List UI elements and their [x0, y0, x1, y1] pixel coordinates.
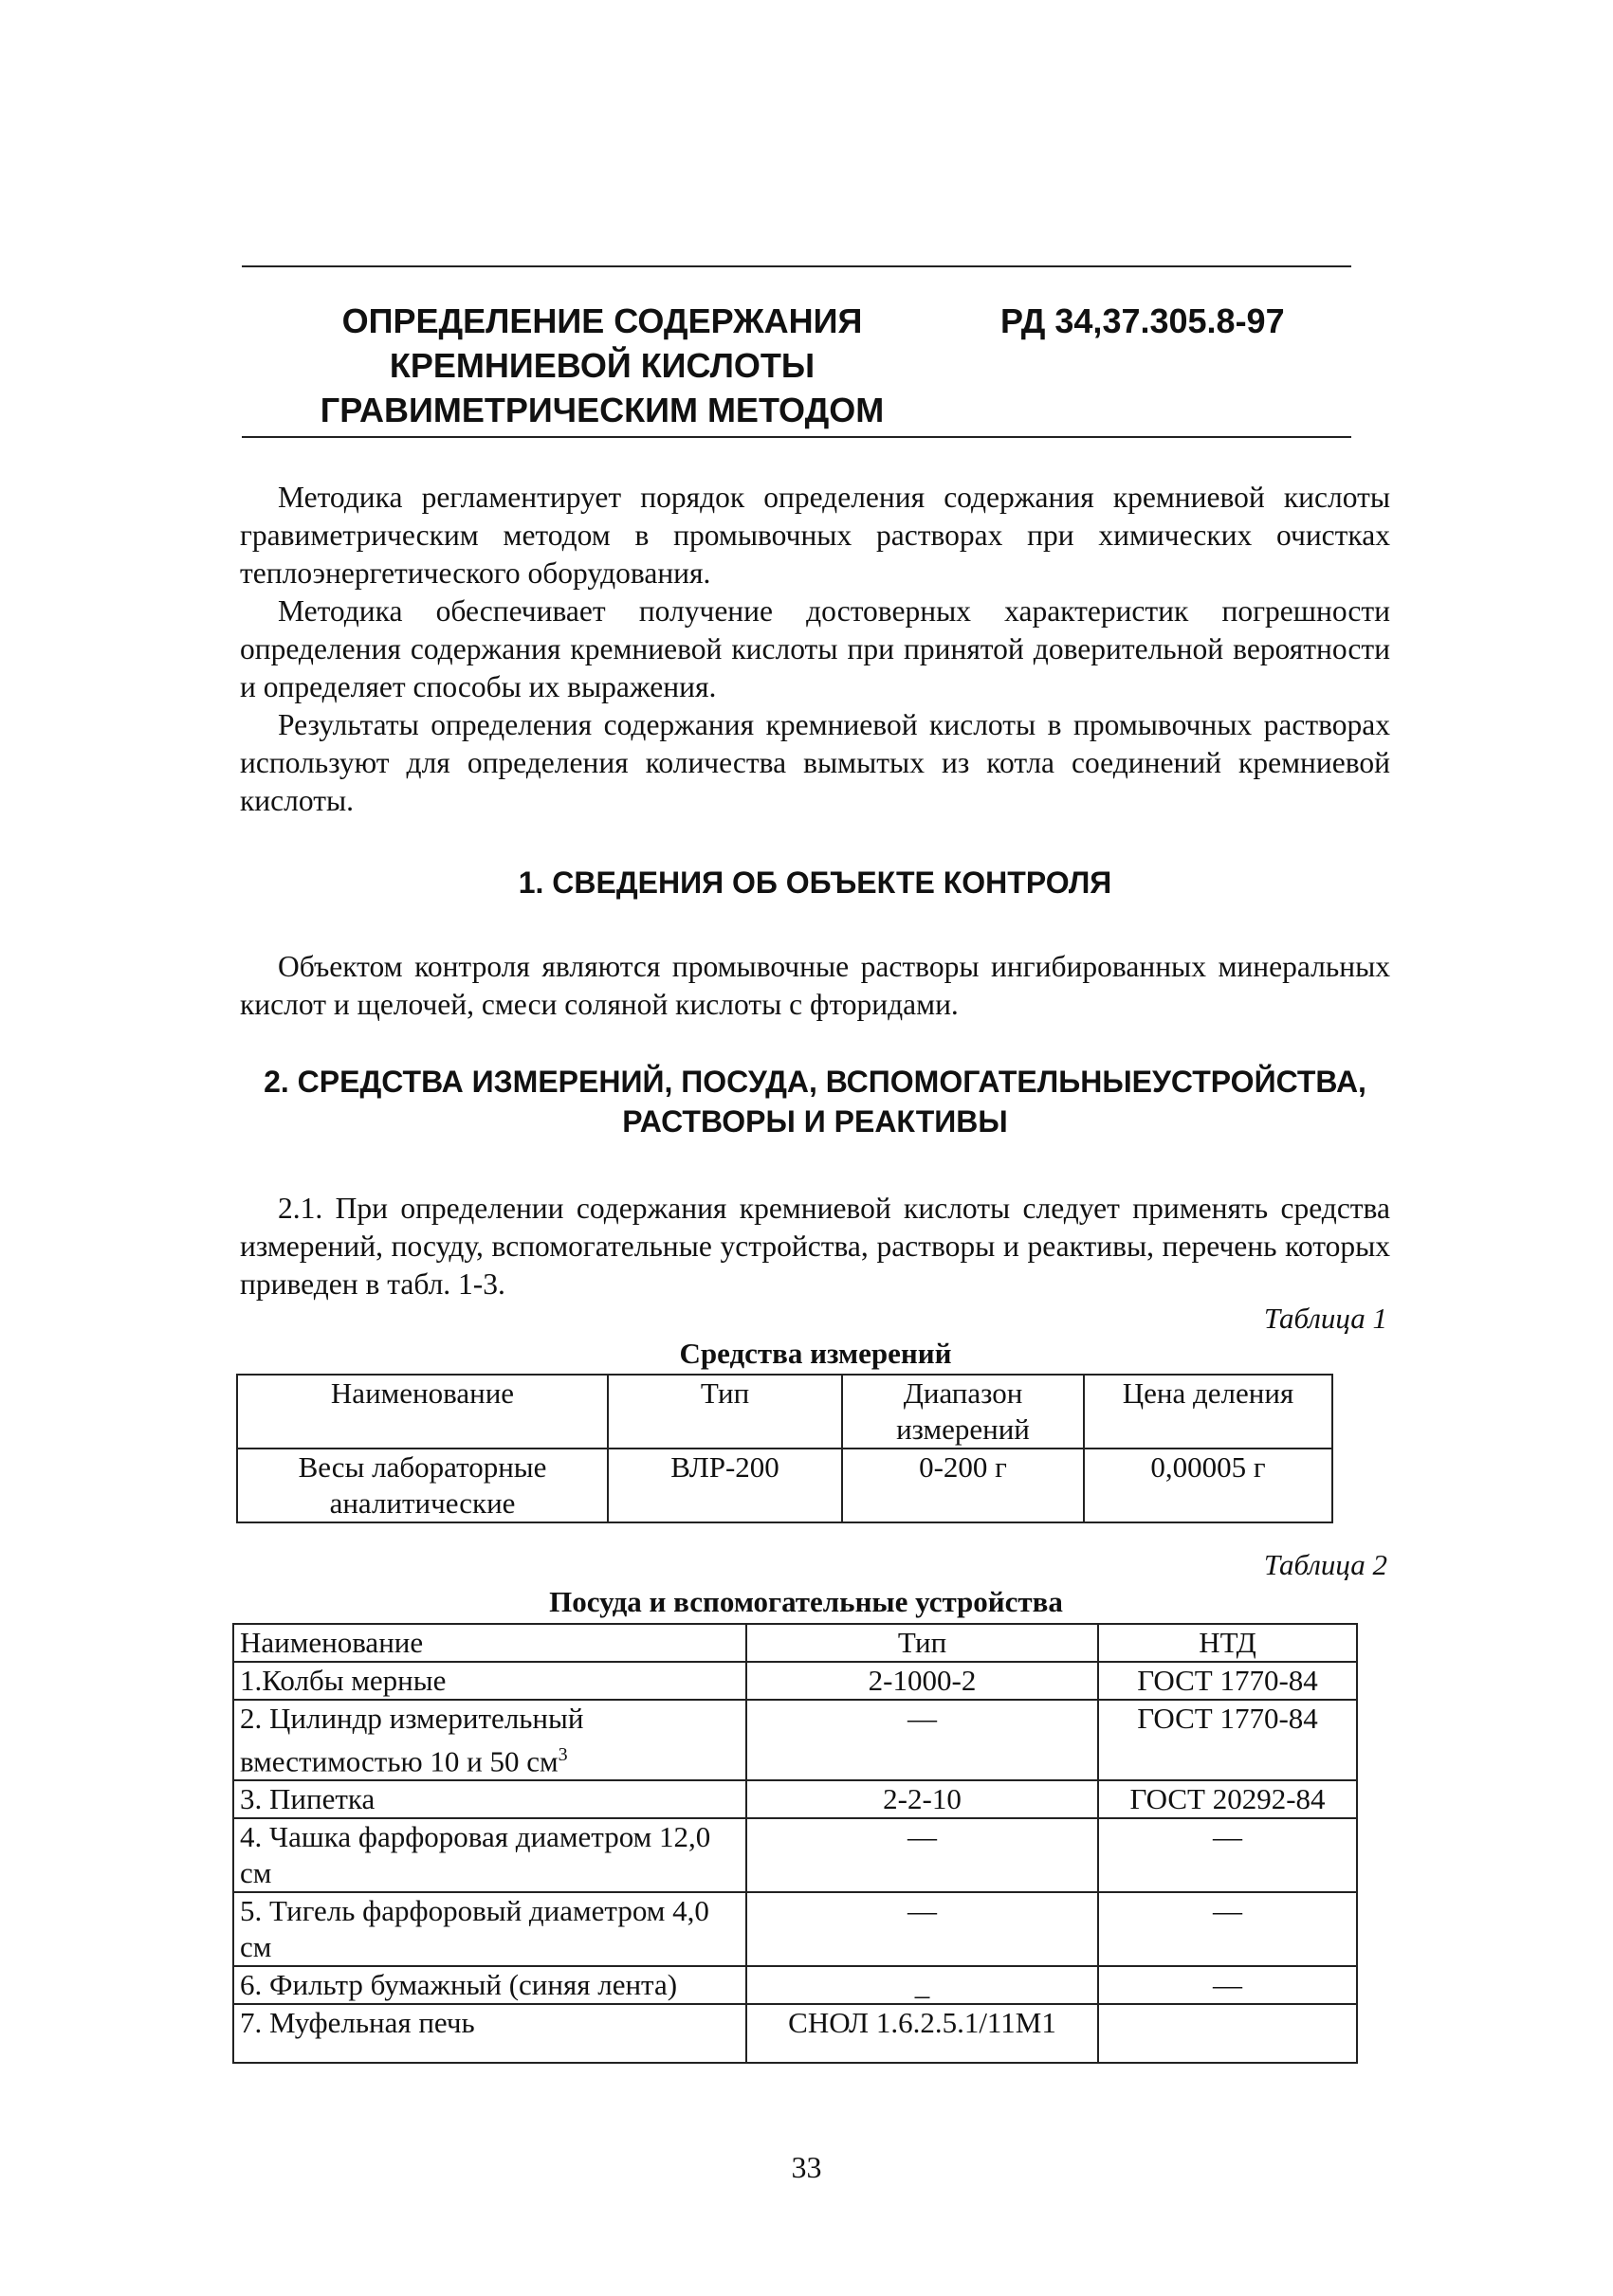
table-cell: — — [746, 1700, 1098, 1780]
table-cell: 2-2-10 — [746, 1780, 1098, 1818]
table-cell: 5. Тигель фарфоровый диаметром 4,0 см — [233, 1892, 746, 1966]
table-2-caption: Таблица 2 — [1263, 1548, 1387, 1581]
table-cell-text: 2. Цилиндр измерительный вместимостью 10 и 50 см — [240, 1702, 584, 1778]
intro-text — [240, 479, 1390, 820]
section-1-paragraph: Объектом контроля являются промывочные растворы ингибированных минеральных кислот и щелочей, смеси соляной кислоты с фторидами. — [240, 950, 1390, 1021]
table-header-row — [237, 1375, 1332, 1449]
table-cell: 0,00005 г — [1084, 1449, 1332, 1522]
table-row — [233, 2004, 1357, 2063]
superscript-mark: 3 — [558, 1744, 568, 1765]
table-header-cell: Диапазон измерений — [842, 1375, 1084, 1449]
section-1-text — [240, 948, 1390, 1024]
table-header-cell: НТД — [1098, 1624, 1357, 1662]
table-cell: — — [1098, 1892, 1357, 1966]
table-row — [233, 1966, 1357, 2004]
table-2-name: Посуда и вспомогательные устройства — [549, 1585, 1063, 1618]
table-row — [233, 1700, 1357, 1780]
table-header-cell: Наименование — [233, 1624, 746, 1662]
table-1 — [236, 1374, 1333, 1523]
table-cell: 1.Колбы мерные — [233, 1662, 746, 1700]
table-cell: — — [746, 1892, 1098, 1966]
table-row — [233, 1662, 1357, 1700]
table-2 — [232, 1623, 1358, 2064]
table-cell: — — [1098, 1818, 1357, 1892]
section-2-text — [240, 1190, 1390, 1303]
table-cell: ГОСТ 20292-84 — [1098, 1780, 1357, 1818]
table-cell: 4. Чашка фарфоровая диаметром 12,0 см — [233, 1818, 746, 1892]
table-header-cell: Тип — [608, 1375, 842, 1449]
page-number: 33 — [791, 2150, 822, 2184]
section-2-paragraph: 2.1. При определении содержания кремниевой кислоты следует применять средства измерений, посуду, вспомогательные устройства, растворы и реактивы, перечень которых приведен в табл. 1-3. — [240, 1192, 1390, 1301]
table-header-cell: Цена деления — [1084, 1375, 1332, 1449]
table-cell: 6. Фильтр бумажный (синяя лента) — [233, 1966, 746, 2004]
title-line-3: ГРАВИМЕТРИЧЕСКИМ МЕТОДОМ — [320, 391, 885, 429]
section-1-heading: 1. СВЕДЕНИЯ ОБ ОБЪЕКТЕ КОНТРОЛЯ — [518, 866, 1112, 900]
table-cell: ВЛР-200 — [608, 1449, 842, 1522]
table-cell: 0-200 г — [842, 1449, 1084, 1522]
table-cell — [1098, 2004, 1357, 2063]
table-row — [233, 1818, 1357, 1892]
table-row — [237, 1449, 1332, 1522]
title-line-2: КРЕМНИЕВОЙ КИСЛОТЫ — [389, 346, 816, 385]
title-line-1: ОПРЕДЕЛЕНИЕ СОДЕРЖАНИЯ — [341, 301, 863, 340]
section-2-heading — [240, 1062, 1390, 1141]
intro-paragraph: Методика регламентирует порядок определения содержания кремниевой кислоты гравиметрическим методом в промывочных растворах при химических очистках теплоэнергетического оборудования. — [240, 481, 1390, 590]
table-row — [233, 1892, 1357, 1966]
table-cell: — — [1098, 1966, 1357, 2004]
intro-paragraph: Результаты определения содержания кремниевой кислоты в промывочных растворах используют для определения количества вымытых из котла соединений кремниевой кислоты. — [240, 708, 1390, 817]
section-2-heading-line-2: РАСТВОРЫ И РЕАКТИВЫ — [622, 1104, 1008, 1139]
table-cell: 2-1000-2 — [746, 1662, 1098, 1700]
table-cell: 3. Пипетка — [233, 1780, 746, 1818]
table-cell: СНОЛ 1.6.2.5.1/11М1 — [746, 2004, 1098, 2063]
table-cell: Весы лабораторные аналитические — [237, 1449, 608, 1522]
title-bottom-rule — [242, 436, 1351, 438]
document-code: РД 34,37.305.8-97 — [1000, 301, 1285, 340]
document-title — [313, 299, 891, 432]
section-2-heading-line-1: 2. СРЕДСТВА ИЗМЕРЕНИЙ, ПОСУДА, ВСПОМОГАТЕЛЬНЫЕУСТРОЙСТВА, — [264, 1065, 1366, 1099]
table-header-cell: Тип — [746, 1624, 1098, 1662]
table-header-row — [233, 1624, 1357, 1662]
table-row — [233, 1780, 1357, 1818]
table-header-cell: Наименование — [237, 1375, 608, 1449]
table-cell: ГОСТ 1770-84 — [1098, 1700, 1357, 1780]
intro-paragraph: Методика обеспечивает получение достоверных характеристик погрешности определения содержания кремниевой кислоты при принятой доверительной вероятности и определяет способы их выражения. — [240, 594, 1390, 703]
table-cell: ГОСТ 1770-84 — [1098, 1662, 1357, 1700]
table-cell — [233, 1700, 746, 1780]
table-cell: _ — [746, 1966, 1098, 2004]
table-1-name: Средства измерений — [679, 1337, 952, 1370]
top-rule — [242, 265, 1351, 267]
table-cell: — — [746, 1818, 1098, 1892]
table-1-caption: Таблица 1 — [1263, 1302, 1387, 1335]
table-cell: 7. Муфельная печь — [233, 2004, 746, 2063]
